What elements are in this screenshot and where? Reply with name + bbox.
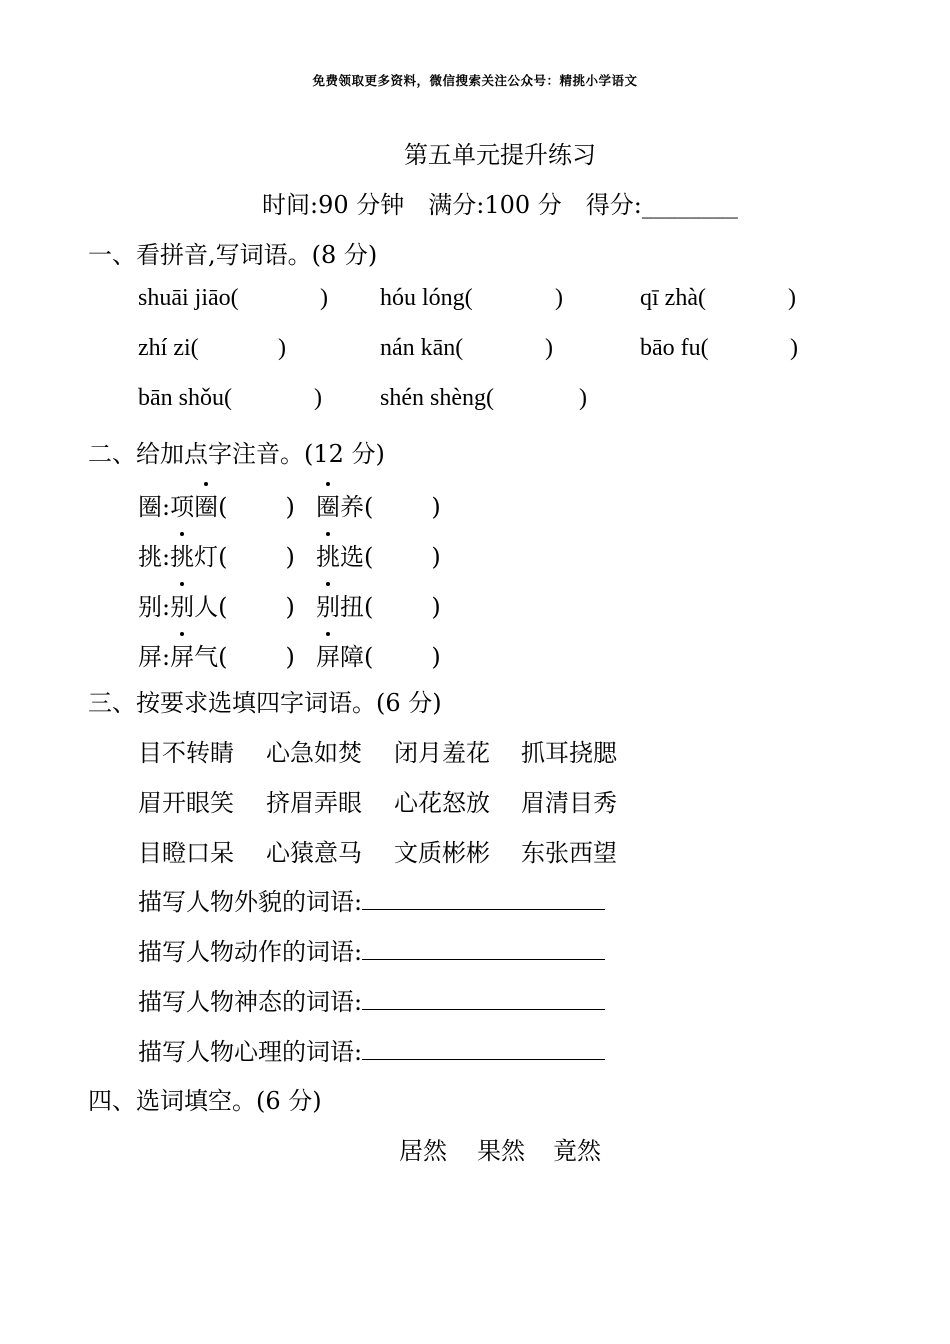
answer-paren-close[interactable]: ) xyxy=(579,385,587,411)
word-option: 挤眉弄眼 xyxy=(266,789,362,817)
pinyin-item: zhí zi( xyxy=(138,335,199,361)
annotate-row: 挑选( ) xyxy=(316,537,441,572)
pinyin-item: nán kān( xyxy=(380,335,464,361)
promo-header: 免费领取更多资料，微信搜索关注公众号：精挑小学语文 xyxy=(312,73,638,88)
section-1-heading: 一、看拼音,写词语。(8 分) xyxy=(88,241,378,269)
prompt-action: 描写人物动作的词语: xyxy=(138,932,605,967)
pinyin-item: shuāi jiāo( xyxy=(138,285,239,311)
word-option: 眉开眼笑 xyxy=(138,789,234,817)
dotted-char: 挑 xyxy=(170,537,194,572)
dotted-char: 圈 xyxy=(316,487,340,522)
dotted-char: 圈 xyxy=(194,487,218,522)
dotted-char: 挑 xyxy=(316,537,340,572)
section-3-heading: 三、按要求选填四字词语。(6 分) xyxy=(88,689,442,717)
section-4-heading: 四、选词填空。(6 分) xyxy=(88,1087,322,1115)
annotate-row: 别扭( ) xyxy=(316,587,441,622)
answer-paren-close[interactable]: ) xyxy=(545,335,553,361)
answer-paren-close[interactable]: ) xyxy=(320,285,328,311)
word-choice: 竟然 xyxy=(553,1137,601,1165)
word-option: 东张西望 xyxy=(521,839,617,867)
word-choice: 居然 xyxy=(399,1137,447,1165)
prompt-appearance: 描写人物外貌的词语: xyxy=(138,882,605,917)
word-option: 心急如焚 xyxy=(266,739,362,767)
annotate-row: 屏:屏气( ) xyxy=(138,637,295,672)
pinyin-item: qī zhà( xyxy=(640,285,706,311)
answer-paren-close[interactable]: ) xyxy=(314,385,322,411)
answer-line[interactable] xyxy=(362,1037,605,1060)
word-option: 闭月羞花 xyxy=(394,739,490,767)
dotted-char: 屏 xyxy=(170,637,194,672)
answer-paren-close[interactable]: ) xyxy=(788,285,796,311)
word-option: 目不转睛 xyxy=(138,739,234,767)
answer-line[interactable] xyxy=(362,987,605,1010)
pinyin-item: bān shǒu( xyxy=(138,385,232,411)
word-choice: 果然 xyxy=(477,1137,525,1165)
annotate-row: 圈:项圈( ) xyxy=(138,487,295,522)
answer-line[interactable] xyxy=(362,887,605,910)
annotate-row: 别:别人( ) xyxy=(138,587,295,622)
dotted-char: 屏 xyxy=(316,637,340,672)
word-option: 抓耳挠腮 xyxy=(521,739,617,767)
page-title: 第五单元提升练习 xyxy=(404,141,596,169)
score-field[interactable]: 得分:________ xyxy=(585,191,738,219)
exam-meta xyxy=(262,185,738,220)
word-option: 眉清目秀 xyxy=(521,789,617,817)
pinyin-item: bāo fu( xyxy=(640,335,709,361)
answer-line[interactable] xyxy=(362,937,605,960)
dotted-char: 别 xyxy=(170,587,194,622)
section-2-heading: 二、给加点字注音。(12 分) xyxy=(88,440,385,468)
word-option: 心猿意马 xyxy=(266,839,362,867)
word-option: 目瞪口呆 xyxy=(138,839,234,867)
time-limit: 时间:90 分钟 xyxy=(262,191,405,219)
dotted-char: 别 xyxy=(316,587,340,622)
word-option: 心花怒放 xyxy=(394,789,490,817)
pinyin-item: hóu lóng( xyxy=(380,285,473,311)
pinyin-item: shén shèng( xyxy=(380,385,494,411)
answer-paren-close[interactable]: ) xyxy=(790,335,798,361)
full-score: 满分:100 分 xyxy=(428,191,562,219)
annotate-row: 屏障( ) xyxy=(316,637,441,672)
answer-paren-close[interactable]: ) xyxy=(278,335,286,361)
annotate-row: 挑:挑灯( ) xyxy=(138,537,295,572)
prompt-expression: 描写人物神态的词语: xyxy=(138,982,605,1017)
word-option: 文质彬彬 xyxy=(394,839,490,867)
prompt-psychology: 描写人物心理的词语: xyxy=(138,1032,605,1067)
answer-paren-close[interactable]: ) xyxy=(555,285,563,311)
annotate-row: 圈养( ) xyxy=(316,487,441,522)
